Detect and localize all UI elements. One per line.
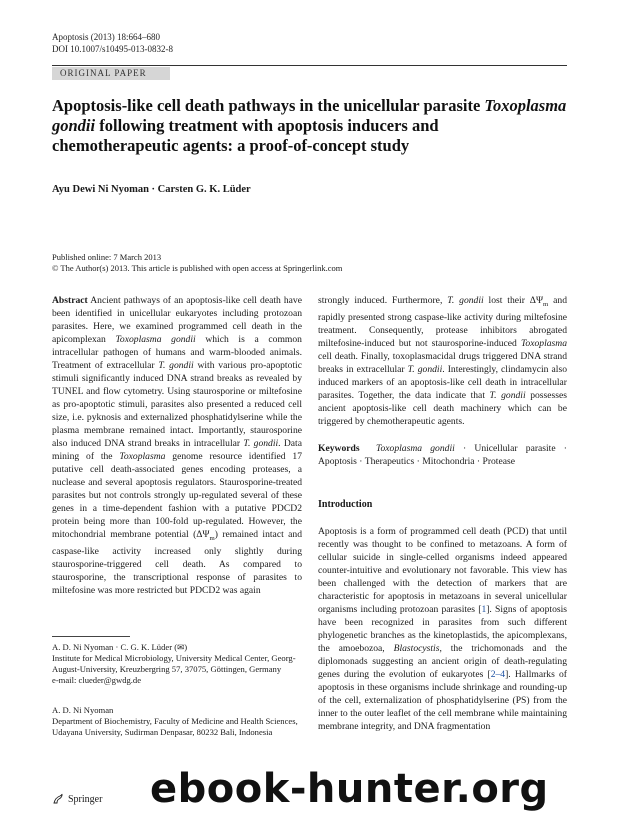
journal-volume: Apoptosis (2013) 18:664–680 [52,32,160,42]
abstract-seg: which is a common intracellular pathogen of humans and warm-blooded animals. Treatment of extracellular [52,334,302,371]
affiliation-1-email[interactable]: e-mail: clueder@gwdg.de [52,675,142,685]
watermark-text: ebook-hunter.org [150,766,549,812]
journal-doi: DOI 10.1007/s10495-013-0832-8 [52,44,173,54]
abstract-species: T. gondii [489,389,526,401]
intro-seg: Apoptosis is a form of programmed cell death (PCD) that until recently was thought to be confined to metazoans. A form of cellular suicide in single-celled organisms indeed appeared counter-intuitive and evolutionary not favorable. This view has been challenged with the detection of markers that are characteristic for apoptosis in metazoans in several unicellular organisms including protozoan parasites [ [318,525,567,615]
abstract-sub: m [543,300,549,308]
right-column [318,294,567,733]
abstract-seg: strongly induced. Furthermore, [318,295,448,306]
published-date: Published online: 7 March 2013 [52,252,162,262]
abstract-seg: cell death. Finally, toxoplasmacidal drugs triggered DNA strand breaks in extracellular [318,350,567,375]
abstract-seg: . Interestingly, clindamycin also induced markers of an apoptosis-like cell death in intracellular parasites. Together, the data indicate that [318,363,567,401]
section-bar [52,65,567,81]
section-tag: ORIGINAL PAPER [52,67,170,80]
affiliation-1-address: Institute for Medical Microbiology, University Medical Center, Georg-August-University, Kreuzbergring 57, 37075, Göttingen, Germany [52,653,296,674]
springer-horse-icon [52,793,64,805]
abstract-species: Toxoplasma gondii [115,334,196,345]
abstract-seg: Ancient pathways of an apoptosis-like cell death have been identified in unicellular eukaryotes including protozoan parasites. Here, we examined programmed cell death in the apicomplexan [52,295,302,345]
reference-link[interactable]: 1 [481,603,487,615]
abstract-seg: ) remained intact and caspase-like activity increased only slightly during staurosporine-triggered cell death. As compared to staurosporine, the transcriptional response of parasites to miltefosine was more restricted but PDCD2 was again [52,529,302,596]
abstract-seg: and rapidly presented strong caspase-like activity during miltefosine treatment. Consequently, protease inhibitors abrogated miltefosine-induced but not staurosporine-induced [318,295,568,349]
keywords-list: · Unicellular parasite · Apoptosis · Therapeutics · Mitochondria · Protease [318,442,568,467]
publisher-name: Springer [68,793,103,805]
copyright-notice: © The Author(s) 2013. This article is published with open access at Springerlink.com [52,263,343,273]
affiliation-2 [52,705,302,738]
intro-seg: ]. Hallmarks of apoptosis in these organisms include shrinkage and rounding-up of the cell, externalization of phosphatidylserine (PS) from the inner to the outer leaflet of the cell membrane while maintaining membrane integrity, and DNA fragmentation [318,668,567,732]
abstract-species: T. gondii [447,295,484,306]
intro-seg: , the trichomonads and the diplomonads suggesting an ancient origin of death-regulating genes during the evolution of eukaryotes [ [318,642,567,680]
abstract-species: Toxoplasma [520,337,567,349]
journal-citation [52,31,173,55]
abstract-continued [318,294,567,428]
title-part1: Apoptosis-like cell death pathways in the unicellular parasite [52,96,481,115]
affiliation-2-names: A. D. Ni Nyoman [52,705,114,715]
article-title [52,96,567,156]
keyword-species: Toxoplasma gondii [376,442,455,454]
abstract-species: T. gondii [158,360,194,371]
abstract-seg: with various pro-apoptotic stimuli significantly induced DNA strand breaks as revealed by TUNEL and flow cytometry. Using staurosporine or miltefosine as pro-apoptotic stimuli, parasites also presented a reduced cell size, i.e. pyknosis and externalized phosphatidylserine while the plasma membrane remained intact. Importantly, staurosporine also induced DNA strand breaks in intracellular [52,360,302,449]
author-list[interactable]: Ayu Dewi Ni Nyoman · Carsten G. K. Lüder [52,184,251,195]
abstract-seg: lost their ΔΨ [483,295,544,306]
intro-species: Blastocystis [393,642,440,654]
publisher-logo [52,793,102,805]
title-species: Toxoplasma gondii [52,96,567,135]
intro-seg: ]. Signs of apoptosis have been recognized in parasites from such different phylogenetic branches as the kinetoplastids, the apicomplexans, the amoebozoa, [318,603,567,654]
affiliation-2-address: Department of Biochemistry, Faculty of Medicine and Health Sciences, Udayana University, Sudirman Denpasar, 80232 Bali, Indonesia [52,716,298,737]
abstract-seg: . Data mining of the [52,438,302,462]
publication-info [52,252,342,274]
abstract-seg: possesses ancient apoptosis-like cell death machinery which can be triggered by chemotherapeutic agents. [318,389,567,427]
abstract-label: Abstract [52,295,88,306]
abstract-sub: m [209,534,215,542]
abstract-seg: genome resource identified 17 putative cell death-associated genes encoding proteases, a nuclease and several apoptosis regulators. Staurosporine-treated parasites but not controls strongly up-regulated several of these genes in a time-dependent fashion with a putative PDCD2 protein being more than 100-fold up-regulated. However, the mitochondrial membrane potential (ΔΨ [52,451,302,540]
affiliation-1-names: A. D. Ni Nyoman · C. G. K. Lüder (✉) [52,642,188,652]
introduction-text [318,525,567,733]
abstract-species: T. gondii [407,363,443,375]
abstract-species: T. gondii [243,438,279,449]
introduction-heading: Introduction [318,498,373,510]
affiliation-1 [52,642,302,686]
keywords [318,442,567,468]
footnote-divider [52,636,130,637]
abstract-species: Toxoplasma [119,451,166,462]
abstract-left-column [52,294,302,597]
abstract-text [52,294,302,597]
title-part2: following treatment with apoptosis inducers and chemotherapeutic agents: a proof-of-concept study [52,116,439,155]
keywords-label: Keywords [318,442,360,454]
reference-link[interactable]: 2–4 [490,668,506,680]
